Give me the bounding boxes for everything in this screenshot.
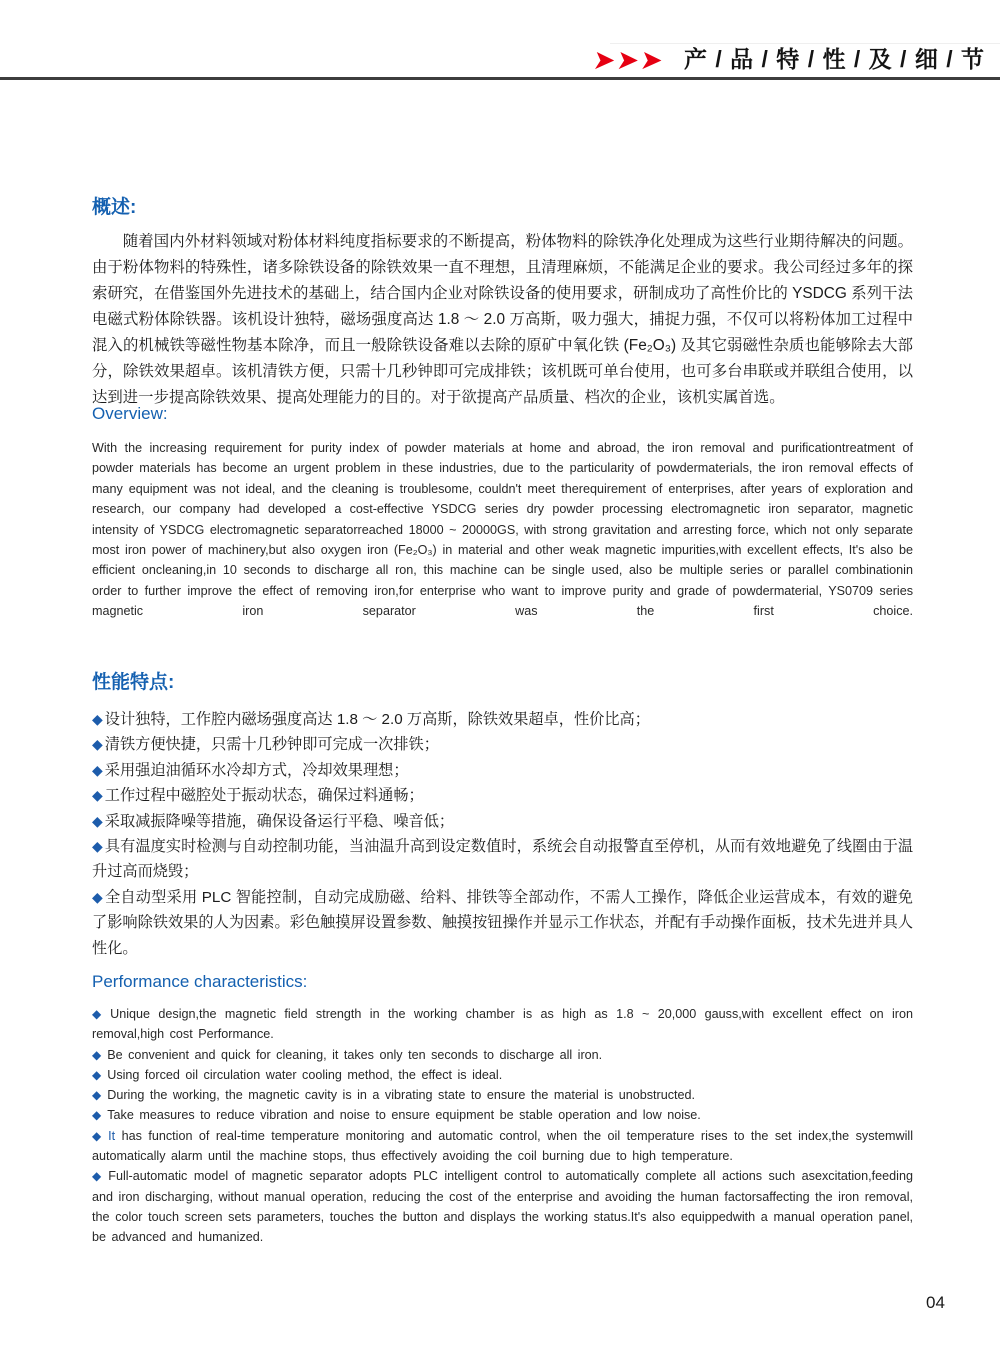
page-number: 04: [926, 1293, 945, 1312]
diamond-bullet-icon: ◆: [92, 812, 103, 829]
diamond-bullet-icon: ◆: [92, 888, 103, 905]
feature-item-cn: [92, 732, 913, 757]
feature-text: has function of real-time temperature monitoring and automatic control, when the oil temperature rises to the set index,the systemwill automatically alarm until the machine stops, thus effectively avoiding the coil burning due to high temperature.: [92, 1128, 913, 1164]
feature-text: 具有温度实时检测与自动控制功能，当油温升高到设定数值时，系统会自动报警直至停机，从而有效地避免了线圈由于温升过高而烧毁；: [92, 838, 914, 881]
feature-item-cn: [92, 758, 913, 783]
diamond-bullet-icon: ◆: [92, 1007, 105, 1021]
features-en-list: [92, 1004, 913, 1248]
section-heading-features-en: Performance characteristics:: [92, 972, 308, 991]
diamond-bullet-icon: ◆: [92, 1128, 103, 1143]
feature-text: Using forced oil circulation water cooling method, the effect is ideal.: [107, 1067, 503, 1082]
fast-forward-arrows-icon: ➤➤➤: [591, 45, 666, 75]
feature-item-en: [92, 1045, 913, 1065]
feature-item-en: [92, 1126, 913, 1167]
feature-item-cn: [92, 783, 913, 808]
feature-text: 采取减振降噪等措施，确保设备运行平稳、噪音低；: [104, 812, 455, 830]
feature-item-en: [92, 1065, 913, 1085]
feature-lead: It: [108, 1128, 116, 1143]
feature-text: Full-automatic model of magnetic separator adopts PLC intelligent control to automatically complete all actions such asexcitation,feeding and iron discharging, without manual operation, reducing the cost of the enterprise and avoiding the human factorsaffecting the iron removal, the color touch screen sets parameters, touches the button and displays the working status.It's also equippedwith a manual operation panel, be advanced and humanized.: [92, 1169, 913, 1245]
feature-text: Unique design,the magnetic field strength in the working chamber is as high as 1.8 ~ 20,000 gauss,with excellent effect on iron removal,high cost Performance.: [92, 1007, 913, 1042]
section-heading-features-cn: 性能特点:: [92, 672, 175, 693]
overview-cn-paragraph: 随着国内外材料领域对粉体材料纯度指标要求的不断提高，粉体物料的除铁净化处理成为这些行业期待解决的问题。由于粉体物料的特殊性，诸多除铁设备的除铁效果一直不理想，且清理麻烦，不能满足企业的要求。我公司经过多年的探索研究，在借鉴国外先进技术的基础上，结合国内企业对除铁设备的使用要求，研制成功了高性价比的 YSDCG 系列干法电磁式粉体除铁器。该机设计独特，磁场强度高达 1.8 ～ 2.0 万高斯，吸力强大，捕捉力强，不仅可以将粉体加工过程中混入的机械铁等磁性物基本除净，而且一般除铁设备难以去除的原矿中氧化铁 (Fe₂O₃) 及其它弱磁性杂质也能够除去大部分，除铁效果超卓。该机清铁方便，只需十几秒钟即可完成排铁；该机既可单台使用，也可多台串联或并联组合使用，以达到进一步提高除铁效果、提高处理能力的目的。对于欲提高产品质量、档次的企业，该机实属首选。: [92, 233, 913, 406]
diamond-bullet-icon: ◆: [92, 711, 103, 727]
feature-item-cn: [92, 834, 913, 885]
feature-item-cn: [92, 707, 913, 732]
diamond-bullet-icon: ◆: [92, 761, 103, 778]
diamond-bullet-icon: ◆: [92, 1169, 103, 1184]
feature-text: 清铁方便快捷，只需十几秒钟即可完成一次排铁；: [104, 736, 439, 754]
diamond-bullet-icon: ◆: [92, 1047, 102, 1062]
diamond-bullet-icon: ◆: [92, 1088, 102, 1103]
overview-en-paragraph: With the increasing requirement for purity index of powder materials at home and abroad, the iron removal and purificationtreatment of powder materials has become an urgent problem in these industries, due to the particularity of powdermaterials, the iron removal effects of many equipment was not ideal, and the cleaning is troublesome, couldn't meet therequirement of enterprises, after years of exploration and research, our company had developed a cost-effective YSDCG series dry powder processing electromagnetic iron separator, magnetic intensity of YSDCG electromagnetic separatorreached 18000 ~ 20000GS, with strong gravitation and arresting force, which not only separate most iron power of machinery,but also oxygen iron (Fe₂O₃) in material and other weak magnetic impurities,with excellent effects, It's also be efficient oncleaning,in 10 seconds to discharge all ron, this machine can be single used, also be multiple series or parallel combinationin order to further improve the effect of removing iron,for enterprise who want to improve purity and grade of powdermaterial, YS0709 series magnetic iron separator was the first choice.: [92, 441, 913, 619]
feature-item-en: [92, 1085, 913, 1105]
feature-text: Take measures to reduce vibration and noise to ensure equipment be stable operation and low noise.: [107, 1108, 701, 1123]
page-header-title: 产 / 品 / 特 / 性 / 及 / 细 / 节: [683, 46, 985, 72]
section-heading-overview-cn: 概述:: [92, 197, 137, 218]
feature-text: Be convenient and quick for cleaning, it takes only ten seconds to discharge all iron.: [107, 1047, 603, 1062]
features-cn-list: [92, 707, 913, 961]
diamond-bullet-icon: ◆: [92, 787, 103, 804]
feature-item-en: [92, 1004, 913, 1045]
feature-item-en: [92, 1166, 913, 1247]
diamond-bullet-icon: ◆: [92, 838, 103, 855]
page-header: [0, 0, 1000, 80]
feature-item-cn: [92, 885, 913, 961]
feature-text: 设计独特，工作腔内磁场强度高达 1.8 ～ 2.0 万高斯，除铁效果超卓，性价比高；: [104, 711, 650, 728]
diamond-bullet-icon: ◆: [92, 1067, 102, 1082]
feature-text: 采用强迫油循环水冷却方式，冷却效果理想；: [104, 761, 409, 779]
feature-item-en: [92, 1105, 913, 1125]
feature-text: 工作过程中磁腔处于振动状态，确保过料通畅；: [104, 787, 424, 805]
feature-text: 全自动型采用 PLC 智能控制，自动完成励磁、给料、排铁等全部动作，不需人工操作，降低企业运营成本，有效的避免了影响除铁效果的人为因素。彩色触摸屏设置参数、触摸按钮操作并显示工作状态，并配有手动操作面板，技术先进并具人性化。: [92, 888, 913, 957]
section-heading-overview-en: Overview:: [92, 404, 168, 423]
feature-text: During the working, the magnetic cavity is in a vibrating state to ensure the material is unobstructed.: [107, 1088, 696, 1103]
diamond-bullet-icon: ◆: [92, 1108, 102, 1123]
feature-item-cn: [92, 809, 913, 834]
diamond-bullet-icon: ◆: [92, 736, 103, 753]
